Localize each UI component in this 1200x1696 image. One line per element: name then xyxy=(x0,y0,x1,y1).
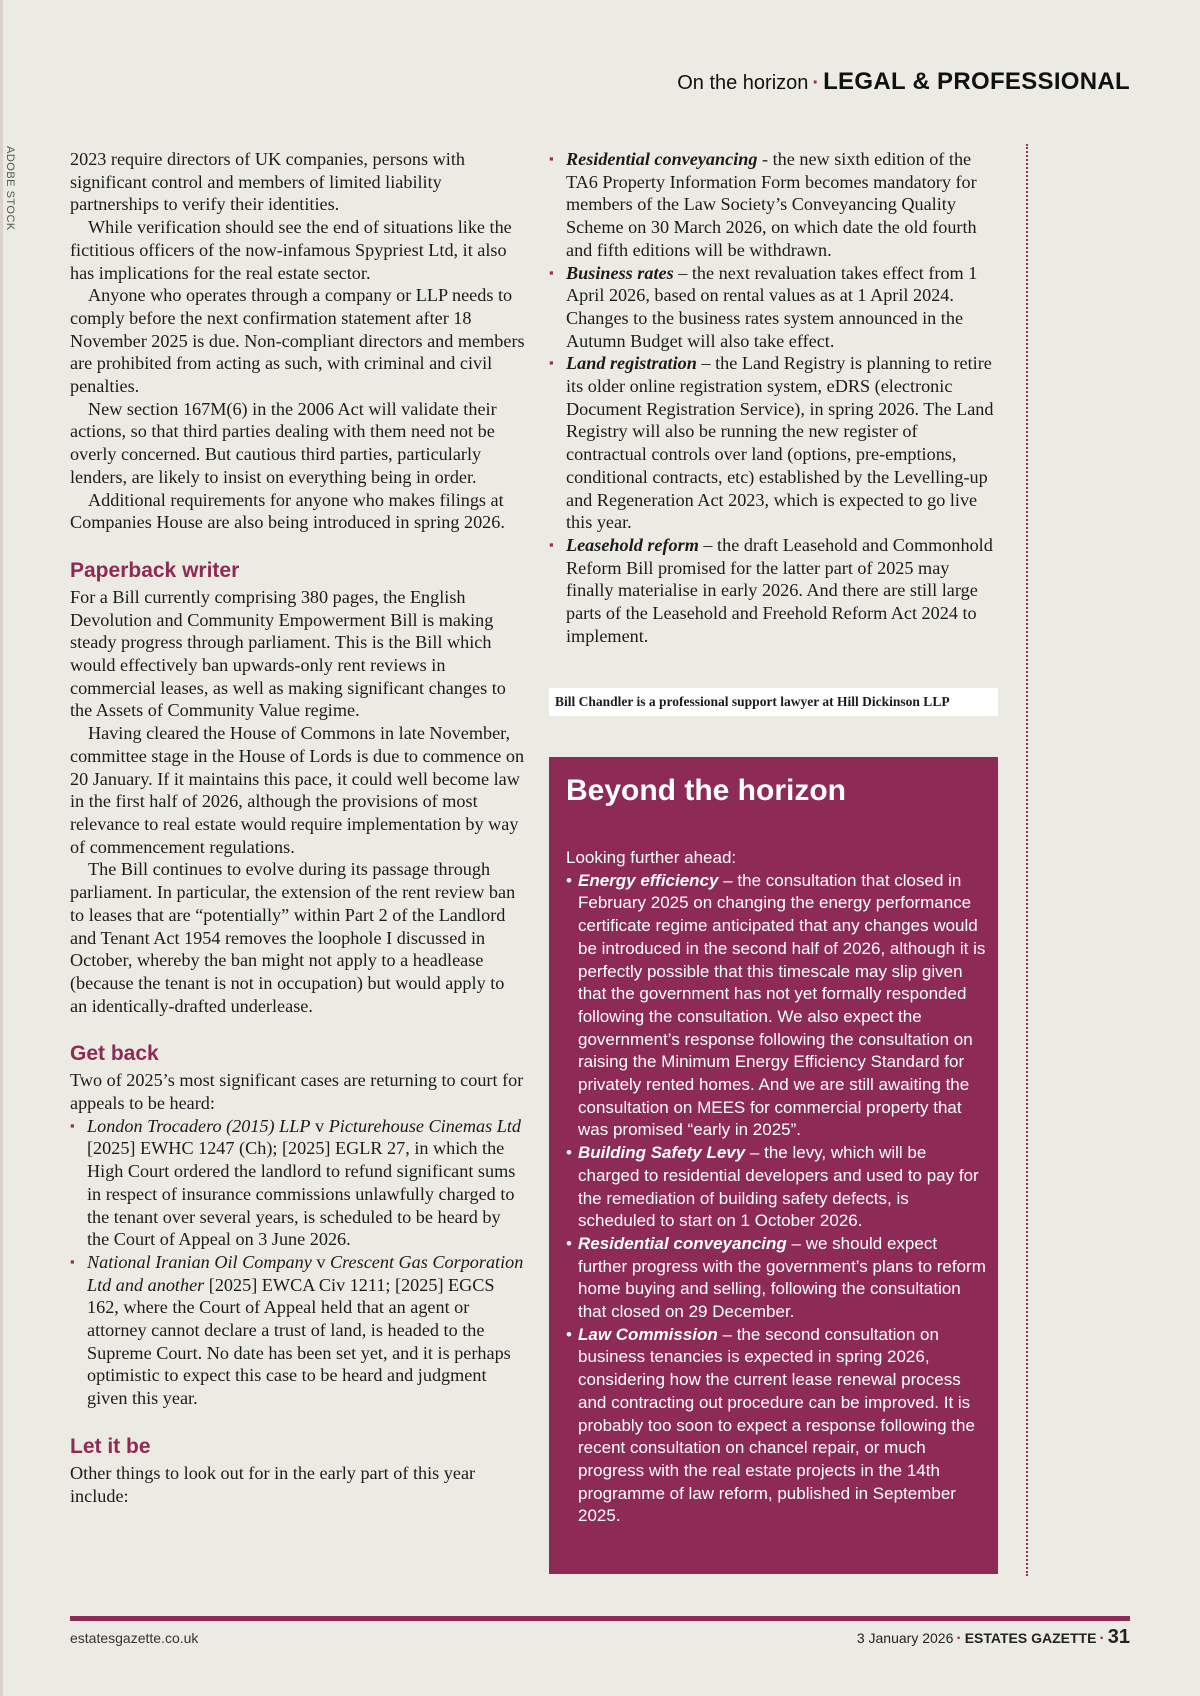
paragraph: For a Bill currently comprising 380 pages, the English Devolution and Community Empowerment Bill is making steady progress through parliament. This is the Bill which would effectively ban upwards-only rent reviews in commercial leases, as well as making significant changes to the Assets of Community Value regime. xyxy=(70,586,506,721)
footer-info xyxy=(857,1626,1130,1649)
box-lead: Looking further ahead: xyxy=(566,848,737,867)
list-item xyxy=(566,1233,988,1324)
section-name: On the horizon xyxy=(677,72,809,94)
issue-date: 3 January 2026 xyxy=(856,1630,954,1646)
item-text: - the new sixth edition of the TA6 Property Information Form becomes mandatory for members of the Law Society’s Conveyancing Quality Scheme on 30 March 2026, on which date the old fourth and fifth editions will be withdrawn. xyxy=(566,149,977,260)
case-party: London Trocadero (2015) LLP xyxy=(87,1115,311,1136)
list-item xyxy=(549,148,1001,262)
case-versus: v xyxy=(311,1251,331,1272)
list-item xyxy=(549,262,1001,353)
page-header xyxy=(677,68,1130,96)
author-byline: Bill Chandler is a professional support lawyer at Hill Dickinson LLP xyxy=(549,688,998,716)
image-credit: ADOBE STOCK xyxy=(4,146,16,231)
item-text: – the next revaluation takes effect from 1 April 2026, based on rental values as at 1 April 2024. Changes to the business rates system announced in the Autumn Budget will also take effect. xyxy=(566,262,978,351)
paragraph: 2023 require directors of UK companies, persons with significant control and members of limited liability partnerships to verify their identities. xyxy=(70,149,465,215)
subheading-get-back: Get back xyxy=(70,1042,159,1066)
subheading-paperback-writer: Paperback writer xyxy=(70,558,240,582)
paragraph: Additional requirements for anyone who makes filings at Companies House are also being introduced in spring 2026. xyxy=(70,489,505,533)
case-party: Picturehouse Cinemas Ltd xyxy=(328,1115,521,1136)
item-title: Law Commission xyxy=(578,1324,718,1344)
list-item xyxy=(70,1251,525,1410)
item-text: – the draft Leasehold and Commonhold Reform Bill promised for the latter part of 2025 may finally materialise in early 2026. And there are still large parts of the Leasehold and Freehold Reform Act 2024 to implement. xyxy=(566,534,993,646)
footer-website: estatesgazette.co.uk xyxy=(70,1630,199,1646)
list-item xyxy=(566,870,988,1142)
left-column xyxy=(70,148,525,1507)
case-text: [2025] EWCA Civ 1211; [2025] EGCS 162, where the Court of Appeal held that an agent or attorney cannot declare a trust of land, is headed to the Supreme Court. No date has been set yet, and it is perhaps optimistic to expect this case to be heard and judgment given this year. xyxy=(87,1274,511,1409)
item-text: – the Land Registry is planning to retire its older online registration system, eDRS (electronic Document Registration Service), in spring 2026. The Land Registry will also be running the new register of contractual controls over land (options, pre-emptions, conditional contracts, etc) established by the Levelling-up and Regeneration Act 2023, which is expected to go live this year. xyxy=(566,353,994,533)
item-text: – the second consultation on business tenancies is expected in spring 2026, considering how the current lease renewal process and contracting out procedure can be improved. It is probably too soon to expect a response following the recent consultation on chancel repair, or much progress with the real estate projects in the 14th programme of law reform, published in September 2025. xyxy=(578,1324,975,1526)
box-title: Beyond the horizon xyxy=(566,774,846,807)
item-title: Energy efficiency xyxy=(578,870,719,890)
item-text: – the consultation that closed in February 2025 on changing the energy performance certificate regime anticipated that any changes would be introduced in the second half of 2026, although it is perfectly possible that this timescale may slip given that the government has not yet formally responded following the consultation. We also expect the government’s response following the consultation on raising the Minimum Energy Efficiency Standard for privately rented homes. And we are still awaiting the consultation on MEES for commercial property that was promised “early in 2025”. xyxy=(578,870,986,1140)
right-column xyxy=(549,148,1001,647)
case-versus: v xyxy=(310,1115,329,1136)
magazine-name: ESTATES GAZETTE xyxy=(964,1630,1097,1646)
edge-image-strip xyxy=(0,0,3,1696)
box-list xyxy=(566,870,988,1528)
case-party: Crescent Gas Corporation Ltd and another xyxy=(87,1251,524,1295)
item-title: Building Safety Levy xyxy=(578,1143,746,1163)
look-out-list xyxy=(549,148,1001,647)
paragraph: While verification should see the end of situations like the fictitious officers of the now-infamous Spypriest Ltd, it also has implications for the real estate sector. xyxy=(70,217,512,283)
list-item xyxy=(549,352,1001,534)
item-title: Business rates xyxy=(566,262,674,283)
paragraph: Having cleared the House of Commons in late November, committee stage in the House of Lords is due to commence on 20 January. If it maintains this pace, it could well become law in the first half of 2026, although the provisions of most relevance to real estate would require implementation by way of commencement regulations. xyxy=(70,723,525,857)
footer-separator: · xyxy=(956,1630,962,1647)
item-title: Land registration xyxy=(566,353,697,374)
dotted-divider xyxy=(1026,144,1028,1576)
paragraph: New section 167M(6) in the 2006 Act will validate their actions, so that third parties dealing with them need not be overly concerned. But cautious third parties, particularly lenders, are likely to insist on everything being in order. xyxy=(70,398,497,487)
item-title: Residential conveyancing xyxy=(566,149,758,169)
item-text: – the levy, which will be charged to residential developers and used to pay for the remediation of building safety defects, is scheduled to start on 1 October 2026. xyxy=(578,1143,979,1231)
page-number: 31 xyxy=(1107,1626,1130,1648)
subheading-let-it-be: Let it be xyxy=(70,1434,151,1458)
list-item xyxy=(566,1324,988,1528)
item-title: Leasehold reform xyxy=(566,534,699,555)
list-item xyxy=(566,1142,988,1233)
case-list xyxy=(70,1115,525,1410)
paragraph: Anyone who operates through a company or LLP needs to comply before the next confirmation statement after 18 November 2025 is due. Non-compliant directors and members are prohibited from acting as such, with criminal and civil penalties. xyxy=(70,285,525,397)
item-text: – we should expect further progress with the government’s plans to reform home buying and selling, following the consultation that closed on 29 December. xyxy=(578,1233,986,1322)
item-title: Residential conveyancing xyxy=(578,1233,787,1253)
case-text: [2025] EWHC 1247 (Ch); [2025] EGLR 27, in which the High Court ordered the landlord to refund significant sums in respect of insurance commissions unlawfully charged to the tenant over several years, is scheduled to be heard by the Court of Appeal on 3 June 2026. xyxy=(87,1138,516,1250)
category-name: LEGAL & PROFESSIONAL xyxy=(823,68,1130,95)
list-item xyxy=(549,534,1001,648)
footer-rule xyxy=(70,1616,1130,1621)
beyond-the-horizon-box xyxy=(549,757,998,1574)
paragraph: The Bill continues to evolve during its passage through parliament. In particular, the extension of the rent review ban to leases that are “potentially” within Part 2 of the Landlord and Tenant Act 1954 removes the loophole I discussed in October, whereby the ban might not apply to a headlease (because the tenant is not in occupation) but would apply to an identically-drafted underlease. xyxy=(70,859,516,1016)
footer-separator: · xyxy=(1099,1630,1105,1647)
paragraph: Other things to look out for in the early part of this year include: xyxy=(70,1462,476,1506)
paragraph: Two of 2025’s most significant cases are returning to court for appeals to be heard: xyxy=(70,1070,524,1114)
list-item xyxy=(70,1115,525,1251)
header-separator: · xyxy=(812,72,820,94)
case-party: National Iranian Oil Company xyxy=(87,1251,312,1272)
